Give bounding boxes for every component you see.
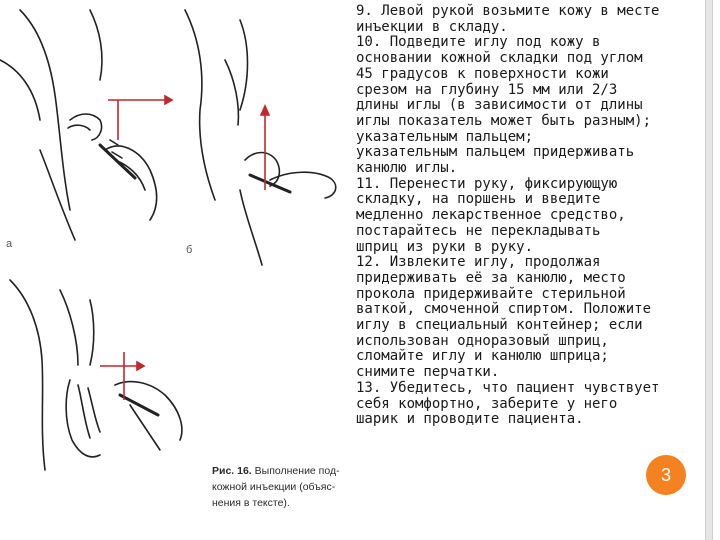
- right-edge-bar: [705, 0, 713, 540]
- instructions-text: [356, 4, 706, 428]
- figure-label-b: б: [186, 244, 193, 256]
- instruction-step-12: 12. Извлеките иглу, продолжая придерживать её за канюлю, место прокола придерживайте стерильной ваткой, смоченной спиртом. Положите иглу в специальный контейнер; если использован одноразовый шприц, сломайте иглу и канюлю шприца; снимите перчатки.: [356, 254, 652, 381]
- instruction-step-10: 10. Подведите иглу под кожу в основании кожной складки под углом 45 градусов к поверхности кожи срезом на глубину 15 мм или 2/3 длины иглы (в зависимости от длины иглы показатель может быть разным); указательным пальцем; указательным пальцем придерживать канюлю иглы.: [356, 34, 652, 177]
- figure-caption-text: Выполнение под-кожной инъекции (объяс-нения в тексте).: [212, 465, 340, 509]
- instruction-step-9: 9. Левой рукой возьмите кожу в месте инъекции в складу.: [356, 3, 660, 35]
- figure-caption: [212, 463, 362, 511]
- figure-label-a: а: [6, 238, 13, 250]
- slide-number-badge: 3: [646, 455, 686, 495]
- instruction-step-11: 11. Перенести руку, фиксирующую складку, на поршень и введите медленно лекарственное средство, постарайтесь не перекладывать шприц из руки в руку.: [356, 175, 626, 255]
- figure-caption-number: Рис. 16.: [212, 465, 252, 477]
- instruction-step-13: 13. Убедитесь, что пациент чувствует себя комфортно, заберите у него шарик и проводите пациента.: [356, 379, 660, 428]
